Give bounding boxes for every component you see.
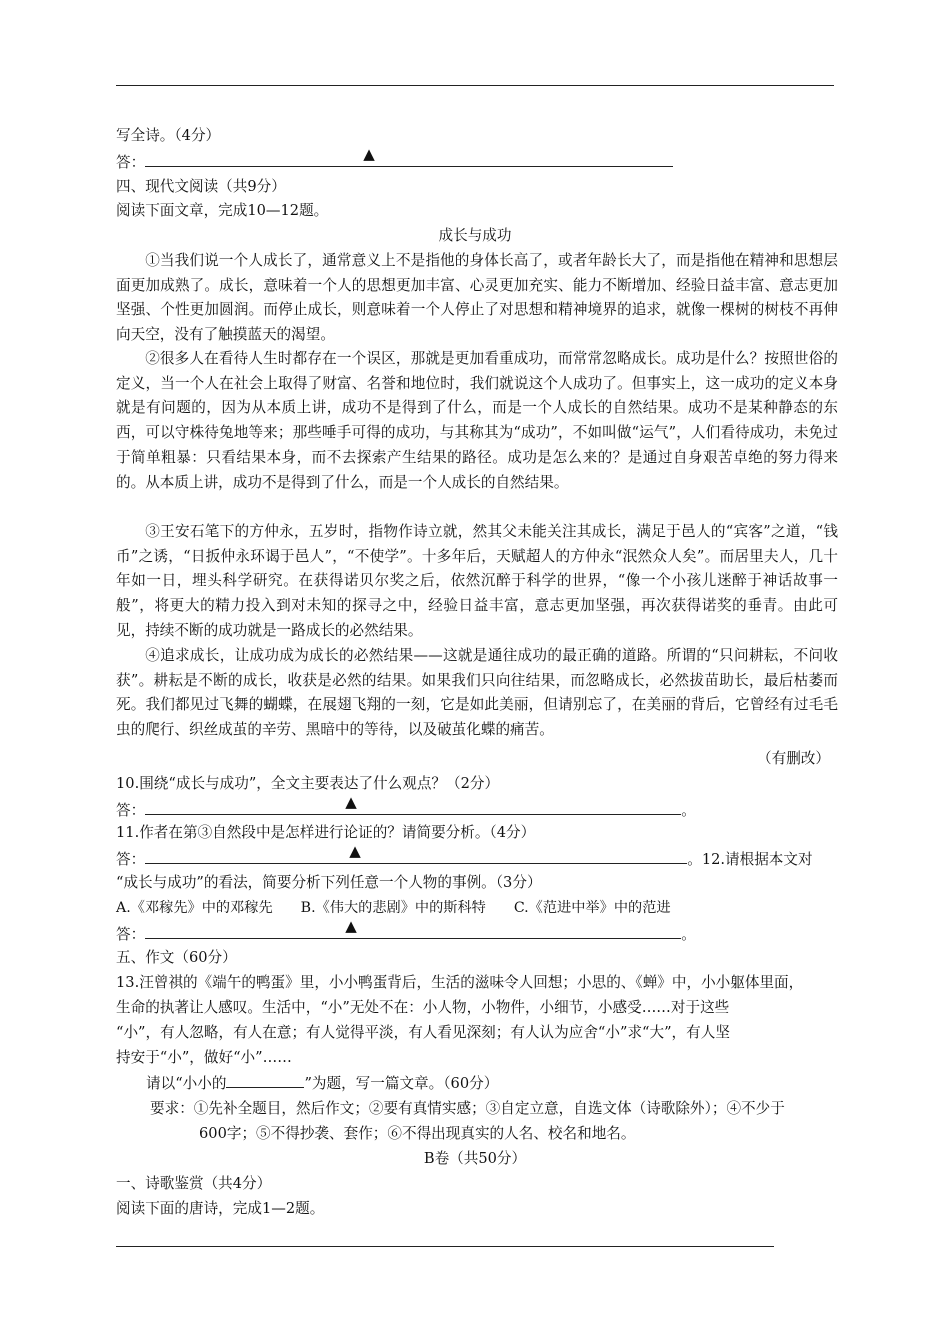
article-title: 成长与成功 [438,227,512,244]
answer-label: 答： [116,851,146,868]
period: 。 [687,851,702,868]
answer-line-11 [116,842,813,872]
answer-line-12 [116,917,696,947]
answer-label: 答： [116,154,146,171]
triangle-marker-icon: ▲ [345,917,357,935]
question-12-start: 12.请根据本文对 [701,851,813,868]
title-instr-before: 请以“小小的 [146,1075,227,1092]
essay-requirements-line-1: 要求：①先补全题目，然后作文；②要有真情实感；③自定立意，自选文体（诗歌除外）；④不少于 [150,1100,785,1117]
section4-instruction: 阅读下面文章，完成10—12题。 [116,202,329,219]
essay-requirements-line-2: 600字；⑤不得抄袭、套作；⑥不得出现真实的人名、校名和地名。 [199,1125,636,1142]
section4-heading: 四、现代文阅读（共9分） [116,178,286,195]
option-b: B.《伟大的悲剧》中的斯科特 [300,900,486,916]
part-b-instruction: 阅读下面的唐诗，完成1—2题。 [116,1200,325,1217]
essay-prompt-line-4: 持安于“小”，做好“小”…… [116,1049,292,1066]
triangle-marker-icon: ▲ [349,842,361,860]
part-b-heading: B卷（共50分） [423,1150,527,1167]
triangle-marker-icon: ▲ [345,793,357,811]
answer-blank[interactable] [145,793,681,815]
article-paragraph-2: ②很多人在看待人生时都存在一个误区，那就是更加看重成功，而常常忽略成长。成功是什么？按照世俗的定义，当一个人在社会上取得了财富、名誉和地位时，我们就说这个人成功了。但事实上，这一成功的定义本身就是有问题的，因为从本质上讲，成功不是得到了什么，而是一个人成长的自然结果。成功不是某种静态的东西，可以守株待兔地等来；那些唾手可得的成功，与其称其为“成功”，不如叫做“运气”，人们看待成功，未免过于简单粗暴：只看结果本身，而不去探索产生结果的路径。成功是怎么来的？是通过自身艰苦卓绝的努力得来的。从本质上讲，成功不是得到了什么，而是一个人成长的自然结果。 [116,350,838,491]
essay-prompt-line-2: 生命的执著让人感叹。生活中，“小”无处不在：小人物，小物件，小细节，小感受……对于这些 [116,999,730,1016]
prev-question-line: 写全诗。（4分） [116,127,221,144]
answer-blank[interactable] [145,145,673,167]
article-paragraph-1: ①当我们说一个人成长了，通常意义上不是指他的身体长高了，或者年龄长大了，而是指他在精神和思想层面更加成熟了。成长，意味着一个人的思想更加丰富、心灵更加充实、能力不断增加、经验日益丰富、意志更加坚强、个性更加圆润。而停止成长，则意味着一个人停止了对思想和精神境界的追求，就像一棵树的树枝不再伸向天空，没有了触摸蓝天的渴望。 [116,252,838,344]
answer-line-prev [116,145,673,175]
period: 。 [681,802,696,819]
answer-blank[interactable] [145,917,681,939]
question-12-options [116,896,699,920]
essay-title-instruction [146,1071,498,1096]
answer-label: 答： [116,926,146,943]
question-11: 11.作者在第③自然段中是怎样进行论证的？请简要分析。（4分） [116,824,536,841]
answer-line-10 [116,793,696,823]
question-10: 10.围绕“成长与成功”，全文主要表达了什么观点？（2分） [116,775,500,792]
essay-prompt-line-3: “小”，有人忽略，有人在意；有人觉得平淡，有人看见深刻；有人认为应舍“小”求“大”，有人坚 [116,1024,730,1041]
answer-blank[interactable] [145,842,687,864]
triangle-marker-icon: ▲ [363,145,375,163]
article-paragraph-4: ④追求成长，让成功成为成长的必然结果——这就是通往成功的最正确的道路。所谓的“只问耕耘，不问收获”。耕耘是不断的成长，收获是必然的结果。如果我们只向往结果，而忽略成长，必然拔苗助长，最后枯萎而死。我们都见过飞舞的蝴蝶，在展翅飞翔的一刻，它是如此美丽，但请别忘了，在美丽的背后，它曾经有过毛毛虫的爬行、织丝成茧的辛劳、黑暗中的等待，以及破茧化蝶的痛苦。 [116,647,838,739]
title-instr-after: ”为题，写一篇文章。（60分） [304,1075,499,1092]
part-b-section1-heading: 一、诗歌鉴赏（共4分） [116,1175,272,1192]
option-c: C.《范进中举》中的范进 [513,900,671,916]
footer-rule [116,1246,774,1247]
section5-heading: 五、作文（60分） [116,949,237,966]
edit-note: （有删改） [757,750,830,767]
option-a: A.《邓稼先》中的邓稼先 [116,900,273,916]
question-12-cont: “成长与成功”的看法，简要分析下列任意一个人物的事例。（3分） [116,874,542,891]
title-blank[interactable] [226,1071,304,1088]
header-rule [116,85,834,86]
essay-prompt-line-1: 13.汪曾祺的《端午的鸭蛋》里，小小鸭蛋背后，生活的滋味令人回想；小思的、《蝉》中，小小躯体里面， [116,974,804,991]
period: 。 [681,926,696,943]
answer-label: 答： [116,802,146,819]
article-paragraph-3: ③王安石笔下的方仲永，五岁时，指物作诗立就，然其父未能关注其成长，满足于邑人的“宾客”之道，“钱币”之诱，“日扳仲永环谒于邑人”，“不使学”。十多年后，天赋超人的方仲永“泯然众人矣”。而居里夫人，几十年如一日，埋头科学研究。在获得诺贝尔奖之后，依然沉醉于科学的世界，“像一个小孩儿迷醉于神话故事一般”，将更大的精力投入到对未知的探寻之中，经验日益丰富，意志更加坚强，再次获得诺奖的垂青。由此可见，持续不断的成功就是一路成长的必然结果。 [116,523,838,639]
